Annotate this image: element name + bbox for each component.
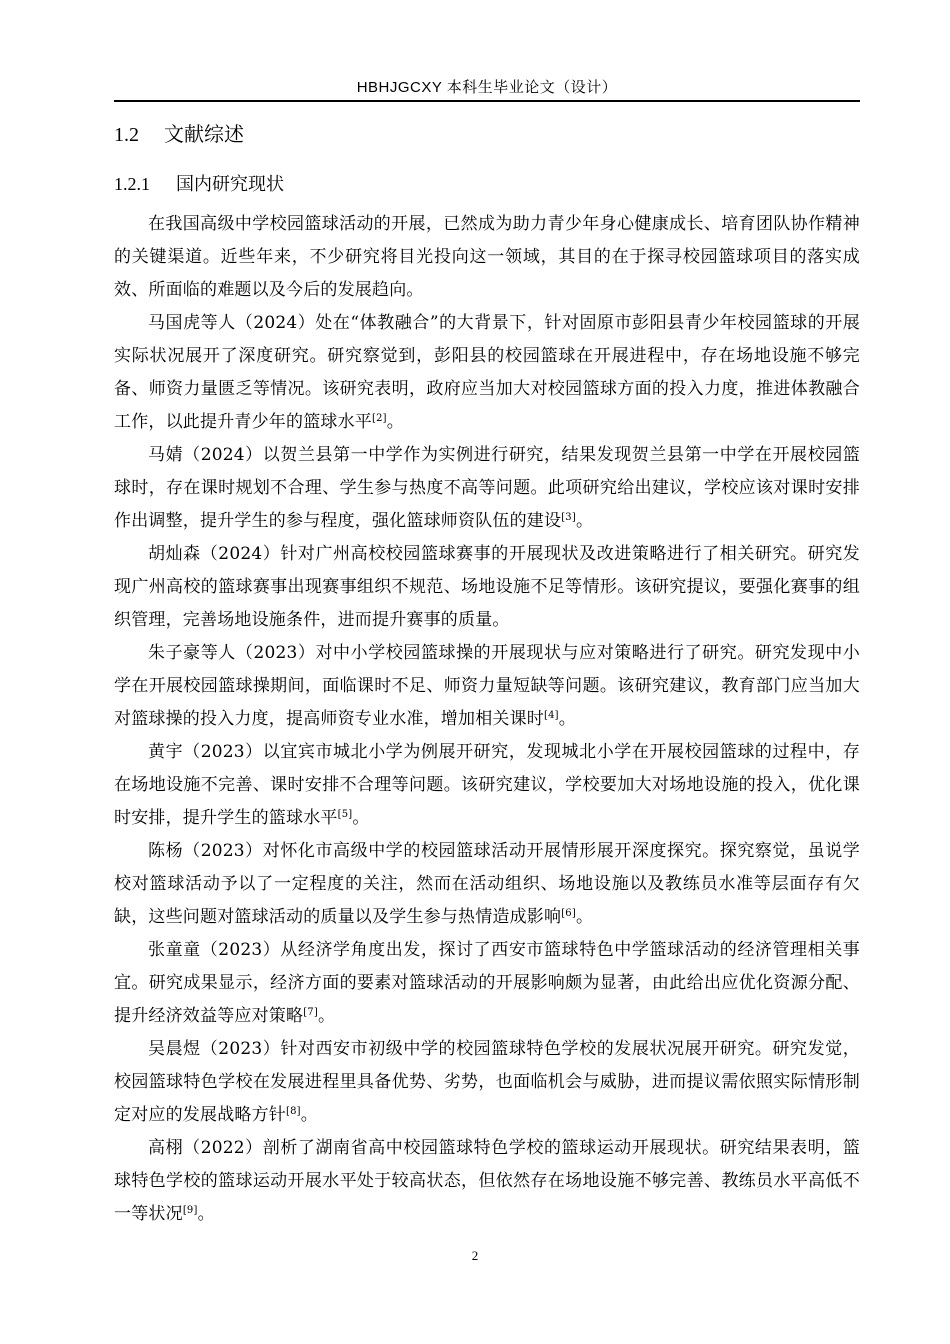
citation-ref: [7] [303,1007,318,1018]
paragraph-tail: 。 [386,412,404,432]
paragraph-tail: 。 [575,907,594,927]
paragraph-text: 高栩（2022）剖析了湖南省高中校园篮球特色学校的篮球运动开展现状。研究结果表明，篮球特色学校的篮球运动开展水平处于较高状态，但依然存在场地设施不够完善、教练员水平高低不一等状况 [114,1138,860,1224]
paragraph [114,934,860,1033]
citation-ref: [9] [182,1205,198,1216]
paragraph [114,439,860,538]
running-header: HBHJGCXY 本科生毕业论文（设计） [356,79,618,96]
header-rule [114,100,860,102]
paragraph-text: 朱子豪等人（2023）对中小学校园篮球操的开展现状与应对策略进行了研究。研究发现中小学在开展校园篮球操期间，面临课时不足、师资力量短缺等问题。该研究建议，教育部门应当加大对篮球操的投入力度，提高师资专业水准，增加相关课时 [114,643,860,729]
paragraph [114,1132,860,1231]
subsection-heading [114,170,284,196]
paragraph-text: 吴晨煜（2023）针对西安市初级中学的校园篮球特色学校的发展状况展开研究。研究发觉，校园篮球特色学校在发展进程里具备优势、劣势，也面临机会与威胁，进而提议需依照实际情形制定对应的发展战略方针 [114,1039,860,1125]
paragraph [114,307,860,439]
body-text [114,208,860,1231]
page-number: 2 [471,1248,479,1263]
subsection-title: 国内研究现状 [176,174,284,195]
paragraph-tail: 。 [352,808,370,828]
paragraph-text: 马婧（2024）以贺兰县第一中学作为实例进行研究，结果发现贺兰县第一中学在开展校园篮球时，存在课时规划不合理、学生参与热度不高等问题。此项研究给出建议，学校应该对课时安排作出调整，提升学生的参与程度，强化篮球师资队伍的建设 [114,445,860,531]
paragraph-text: 马国虎等人（2024）处在“体教融合”的大背景下，针对固原市彭阳县青少年校园篮球的开展实际状况展开了深度研究。研究察觉到，彭阳县的校园篮球在开展进程中，存在场地设施不够完备、师资力量匮乏等情况。该研究表明，政府应当加大对校园篮球方面的投入力度，推进体教融合工作，以此提升青少年的篮球水平 [114,313,860,432]
paragraph-tail: 。 [197,1204,215,1224]
paragraph-text: 陈杨（2023）对怀化市高级中学的校园篮球活动开展情形展开深度探究。探究察觉，虽说学校对篮球活动予以了一定程度的关注，然而在活动组织、场地设施以及教练员水准等层面存有欠缺，这些问题对篮球活动的质量以及学生参与热情造成影响 [114,841,860,927]
paragraph-tail: 。 [300,1105,318,1125]
paragraph-tail: 。 [575,511,594,531]
paragraph-tail: 。 [558,709,576,729]
subsection-number: 1.2.1 [114,174,150,194]
citation-ref: [8] [286,1106,301,1117]
paragraph [114,1033,860,1132]
paragraph [114,835,860,934]
paragraph-text: 在我国高级中学校园篮球活动的开展，已然成为助力青少年身心健康成长、培育团队协作精神的关键渠道。近些年来，不少研究将目光投向这一领域，其目的在于探寻校园篮球项目的落实成效、所面临的难题以及今后的发展趋向。 [114,214,860,300]
section-title: 文献综述 [164,122,244,146]
citation-ref: [3] [561,512,576,523]
paragraph [114,538,860,637]
paragraph-text: 张童童（2023）从经济学角度出发，探讨了西安市篮球特色中学篮球活动的经济管理相关事宜。研究成果显示，经济方面的要素对篮球活动的开展影响颇为显著，由此给出应优化资源分配、提升经济效益等应对策略 [114,940,860,1026]
paragraph [114,208,860,307]
paragraph-text: 胡灿森（2024）针对广州高校校园篮球赛事的开展现状及改进策略进行了相关研究。研究发现广州高校的篮球赛事出现赛事组织不规范、场地设施不足等情形。该研究提议，要强化赛事的组织管理，完善场地设施条件，进而提升赛事的质量。 [114,544,860,630]
citation-ref: [2] [372,413,387,424]
paragraph-tail: 。 [317,1006,336,1026]
paragraph-text: 黄宇（2023）以宜宾市城北小学为例展开研究，发现城北小学在开展校园篮球的过程中，存在场地设施不完善、课时安排不合理等问题。该研究建议，学校要加大对场地设施的投入，优化课时安排，提升学生的篮球水平 [114,742,860,828]
citation-ref: [4] [544,710,559,721]
paragraph [114,736,860,835]
citation-ref: [6] [561,908,576,919]
citation-ref: [5] [337,809,353,820]
paragraph [114,637,860,736]
section-heading [114,118,244,147]
section-number: 1.2 [114,124,139,146]
